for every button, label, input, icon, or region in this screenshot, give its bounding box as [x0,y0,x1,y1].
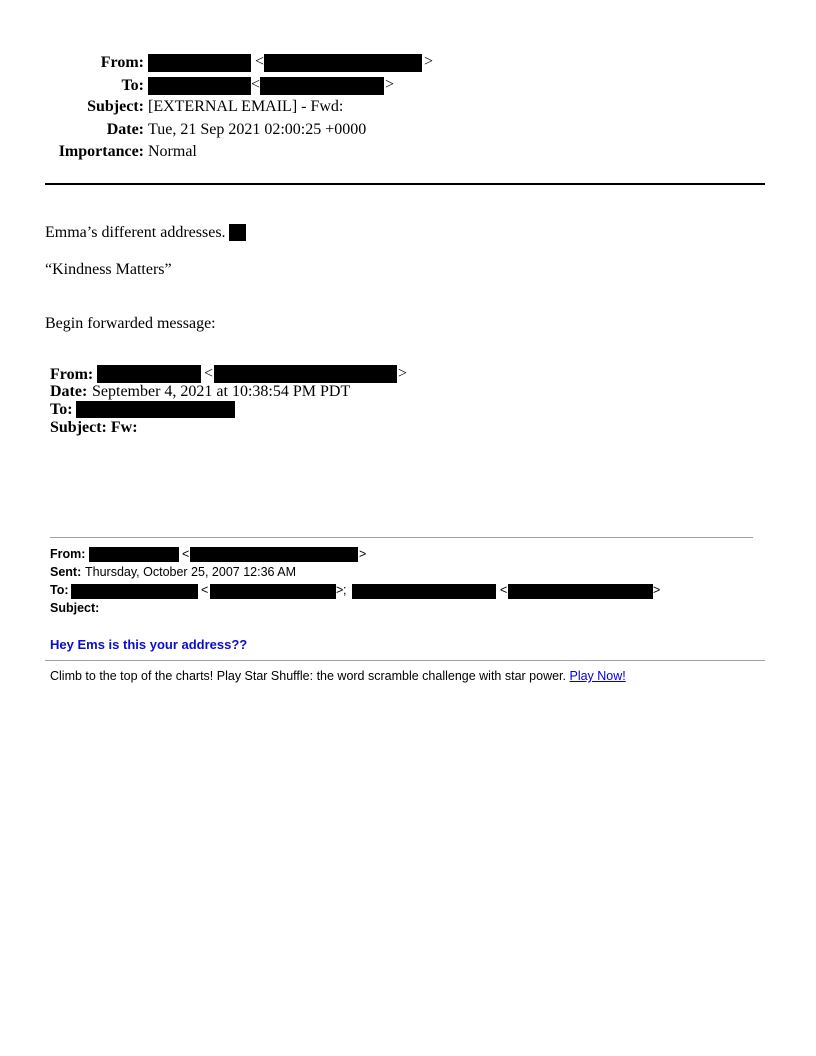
redacted-orig-recipient2-name [352,584,496,599]
angle-close: > [359,547,367,561]
redacted-fwd-recipient [76,401,235,418]
importance-label: Importance: [58,143,144,160]
fwd-from-label: From: [50,366,94,383]
angle-open: < [500,583,508,597]
redacted-fwd-sender-email [214,365,397,383]
redacted-fwd-sender-name [97,365,201,383]
body-begin-forwarded: Begin forwarded message: [45,315,216,332]
redacted-sender-name [148,54,251,72]
angle-open: < [204,365,214,382]
angle-open: < [251,76,261,93]
redacted-inline [229,224,246,241]
orig-sent-value: Thursday, October 25, 2007 12:36 AM [85,565,297,579]
angle-open: < [255,53,265,70]
date-label: Date: [106,121,144,138]
subject-value: [EXTERNAL EMAIL] - Fwd: [148,98,344,115]
promo-divider [45,660,765,661]
redacted-orig-recipient2-email [508,584,653,599]
fwd-date-label: Date: [50,383,88,400]
angle-open: < [182,547,190,561]
to-label: To: [121,77,144,94]
orig-to-label: To: [50,583,69,597]
recipient-separator: ; [343,583,347,597]
from-label: From: [100,54,144,71]
header-divider [45,183,765,185]
redacted-sender-email [264,54,422,72]
fwd-date-value: September 4, 2021 at 10:38:54 PM PDT [92,383,351,400]
angle-close: > [424,53,434,70]
body-signature-quote: “Kindness Matters” [45,261,172,278]
original-top-divider [50,537,753,538]
redacted-orig-recipient1-email [210,584,336,599]
angle-close: > [336,583,344,597]
promo-text: Climb to the top of the charts! Play Star Shuffle: the word scramble challenge with star power. [50,669,566,683]
orig-sent-label: Sent: [50,565,82,579]
original-headline: Hey Ems is this your address?? [50,637,248,652]
redacted-orig-recipient1-name [71,584,198,599]
play-now-link[interactable]: Play Now! [569,669,626,683]
redacted-orig-sender-name [89,547,179,562]
promo-line [50,669,626,683]
orig-from-label: From: [50,547,86,561]
subject-label: Subject: [87,98,144,115]
redacted-recipient-email [260,77,384,95]
fwd-to-label: To: [50,401,73,418]
angle-close: > [398,365,408,382]
angle-open: < [201,583,209,597]
importance-value: Normal [148,143,197,160]
fwd-subject-label: Subject: Fw: [50,419,138,436]
angle-close: > [653,583,661,597]
redacted-recipient-name [148,77,251,95]
angle-close: > [385,76,395,93]
orig-subject-label: Subject: [50,601,100,615]
date-value: Tue, 21 Sep 2021 02:00:25 +0000 [148,121,367,138]
redacted-orig-sender-email [190,547,358,562]
body-line-addresses: Emma’s different addresses. [45,224,226,241]
